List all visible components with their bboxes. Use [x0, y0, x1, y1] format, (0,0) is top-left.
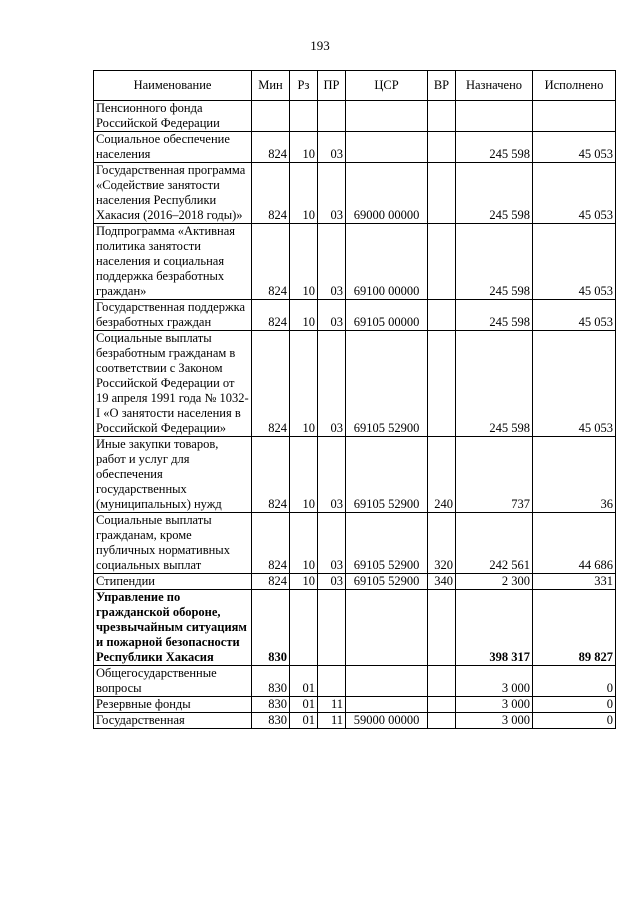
cell-csr: 69105 52900: [346, 331, 428, 437]
table-row: [94, 331, 616, 437]
cell-rz: [290, 101, 318, 132]
cell-vr: 320: [428, 513, 456, 574]
table-row: [94, 300, 616, 331]
cell-executed: 89 827: [533, 590, 616, 666]
cell-name: Социальные выплаты гражданам, кроме публичных нормативных социальных выплат: [94, 513, 252, 574]
cell-executed: 44 686: [533, 513, 616, 574]
cell-csr: 69000 00000: [346, 163, 428, 224]
cell-vr: 240: [428, 437, 456, 513]
cell-csr: [346, 666, 428, 697]
cell-vr: [428, 590, 456, 666]
cell-vr: [428, 331, 456, 437]
cell-name: Социальное обеспечение населения: [94, 132, 252, 163]
cell-min: 824: [252, 224, 290, 300]
cell-vr: [428, 300, 456, 331]
table-row: [94, 713, 616, 729]
col-vr-header: ВР: [428, 71, 456, 101]
col-name-header: Наименование: [94, 71, 252, 101]
cell-assigned: 3 000: [456, 697, 533, 713]
cell-name: Подпрограмма «Активная политика занятости населения и социальная поддержка безработных граждан»: [94, 224, 252, 300]
cell-rz: 10: [290, 132, 318, 163]
col-min-header: Мин: [252, 71, 290, 101]
cell-assigned: 2 300: [456, 574, 533, 590]
table-row: [94, 590, 616, 666]
cell-assigned: 737: [456, 437, 533, 513]
cell-rz: 10: [290, 574, 318, 590]
table-row: [94, 132, 616, 163]
cell-executed: 45 053: [533, 224, 616, 300]
cell-min: 830: [252, 697, 290, 713]
cell-vr: [428, 224, 456, 300]
cell-csr: 69105 52900: [346, 437, 428, 513]
cell-pr: 03: [318, 513, 346, 574]
cell-vr: [428, 713, 456, 729]
cell-min: [252, 101, 290, 132]
cell-vr: [428, 132, 456, 163]
cell-executed: [533, 101, 616, 132]
table-row: [94, 101, 616, 132]
table-row: [94, 513, 616, 574]
cell-pr: 11: [318, 713, 346, 729]
cell-rz: 10: [290, 300, 318, 331]
cell-csr: [346, 132, 428, 163]
cell-executed: 331: [533, 574, 616, 590]
budget-table: [93, 70, 616, 729]
cell-csr: 59000 00000: [346, 713, 428, 729]
cell-assigned: 245 598: [456, 224, 533, 300]
cell-rz: 01: [290, 666, 318, 697]
cell-rz: 01: [290, 713, 318, 729]
cell-pr: [318, 590, 346, 666]
cell-rz: 10: [290, 163, 318, 224]
table-row: [94, 224, 616, 300]
table-row: [94, 697, 616, 713]
cell-pr: 03: [318, 437, 346, 513]
cell-assigned: 3 000: [456, 713, 533, 729]
cell-rz: 10: [290, 331, 318, 437]
cell-csr: 69100 00000: [346, 224, 428, 300]
cell-assigned: 3 000: [456, 666, 533, 697]
cell-pr: [318, 101, 346, 132]
cell-pr: 03: [318, 224, 346, 300]
col-executed-header: Исполнено: [533, 71, 616, 101]
cell-executed: 45 053: [533, 132, 616, 163]
cell-pr: [318, 666, 346, 697]
cell-csr: [346, 101, 428, 132]
cell-min: 830: [252, 713, 290, 729]
cell-csr: 69105 52900: [346, 513, 428, 574]
cell-vr: [428, 697, 456, 713]
cell-min: 824: [252, 437, 290, 513]
cell-executed: 45 053: [533, 300, 616, 331]
cell-assigned: 245 598: [456, 132, 533, 163]
cell-assigned: 245 598: [456, 163, 533, 224]
cell-pr: 03: [318, 574, 346, 590]
col-rz-header: Рз: [290, 71, 318, 101]
cell-pr: 03: [318, 163, 346, 224]
cell-pr: 03: [318, 300, 346, 331]
cell-name: Социальные выплаты безработным гражданам в соответствии с Законом Российской Федерации от 19 апреля 1991 года № 1032-I «О занятости населения в Российской Федерации»: [94, 331, 252, 437]
cell-csr: 69105 00000: [346, 300, 428, 331]
cell-executed: 0: [533, 666, 616, 697]
cell-executed: 0: [533, 713, 616, 729]
cell-rz: 01: [290, 697, 318, 713]
cell-vr: [428, 666, 456, 697]
col-assigned-header: Назначено: [456, 71, 533, 101]
cell-min: 824: [252, 331, 290, 437]
table-row: [94, 574, 616, 590]
cell-name: Иные закупки товаров, работ и услуг для обеспечения государственных (муниципальных) нужд: [94, 437, 252, 513]
cell-executed: 45 053: [533, 331, 616, 437]
table-row: [94, 437, 616, 513]
table-row: [94, 666, 616, 697]
cell-assigned: 242 561: [456, 513, 533, 574]
cell-min: 830: [252, 590, 290, 666]
cell-name: Государственная поддержка безработных граждан: [94, 300, 252, 331]
cell-rz: 10: [290, 224, 318, 300]
cell-vr: [428, 163, 456, 224]
col-pr-header: ПР: [318, 71, 346, 101]
table-row: [94, 163, 616, 224]
cell-vr: [428, 101, 456, 132]
col-csr-header: ЦСР: [346, 71, 428, 101]
cell-assigned: [456, 101, 533, 132]
page-number: 193: [310, 38, 330, 53]
cell-executed: 45 053: [533, 163, 616, 224]
cell-pr: 03: [318, 132, 346, 163]
cell-assigned: 245 598: [456, 300, 533, 331]
cell-rz: 10: [290, 437, 318, 513]
cell-min: 830: [252, 666, 290, 697]
cell-name: Общегосударственные вопросы: [94, 666, 252, 697]
cell-name: Стипендии: [94, 574, 252, 590]
cell-min: 824: [252, 300, 290, 331]
cell-rz: 10: [290, 513, 318, 574]
cell-pr: 11: [318, 697, 346, 713]
cell-min: 824: [252, 513, 290, 574]
table-header: [94, 71, 616, 101]
cell-executed: 0: [533, 697, 616, 713]
cell-vr: 340: [428, 574, 456, 590]
cell-name: Государственная: [94, 713, 252, 729]
cell-min: 824: [252, 132, 290, 163]
cell-assigned: 398 317: [456, 590, 533, 666]
cell-min: 824: [252, 574, 290, 590]
cell-csr: [346, 697, 428, 713]
cell-min: 824: [252, 163, 290, 224]
cell-csr: 69105 52900: [346, 574, 428, 590]
cell-name: Резервные фонды: [94, 697, 252, 713]
cell-name: Управление по гражданской обороне, чрезвычайным ситуациям и пожарной безопасности Республики Хакасия: [94, 590, 252, 666]
cell-name: Пенсионного фонда Российской Федерации: [94, 101, 252, 132]
cell-executed: 36: [533, 437, 616, 513]
cell-rz: [290, 590, 318, 666]
cell-assigned: 245 598: [456, 331, 533, 437]
cell-pr: 03: [318, 331, 346, 437]
cell-csr: [346, 590, 428, 666]
cell-name: Государственная программа «Содействие занятости населения Республики Хакасия (2016–2018 годы)»: [94, 163, 252, 224]
